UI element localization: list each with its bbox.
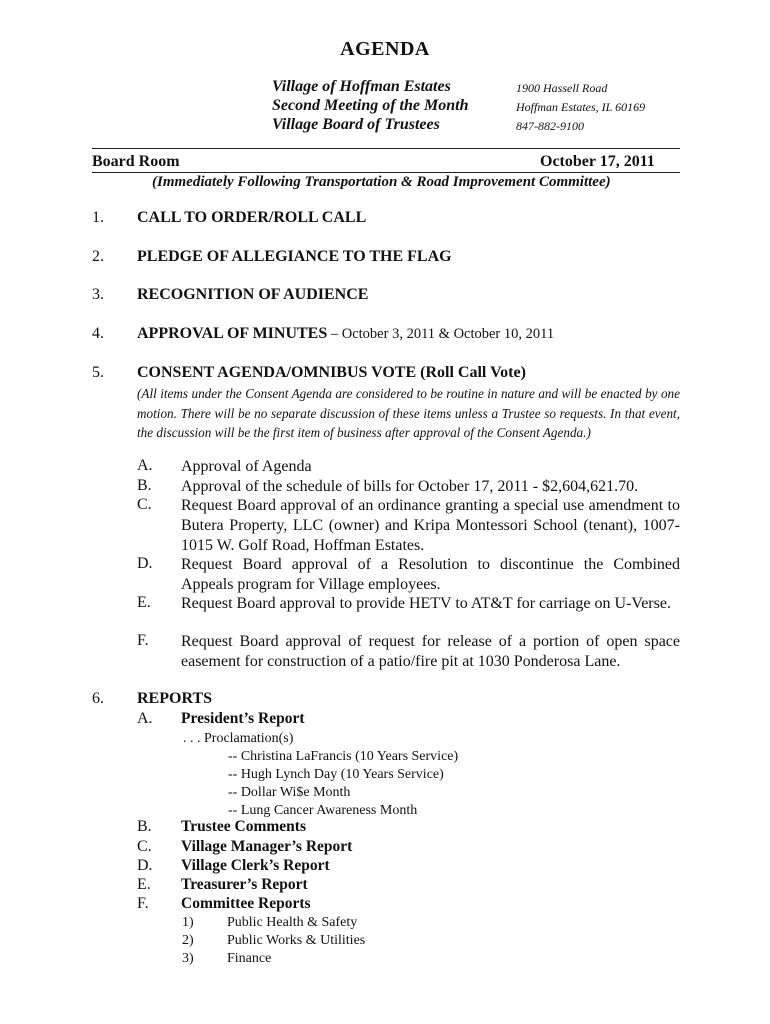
item-consent-agenda: CONSENT AGENDA/OMNIBUS VOTE (Roll Call Vote) [137,364,526,381]
consent-item-combined-appeals: Request Board approval of a Resolution to discontinue the Combined Appeals program for Village employees. [181,556,680,593]
report-letter: F. [137,895,149,912]
report-trustee-comments: Trustee Comments [181,818,306,835]
item-number: 3. [92,286,104,303]
proclamation-item: -- Hugh Lynch Day (10 Years Service) [228,767,444,782]
committee-finance: Finance [227,951,272,966]
report-treasurer: Treasurer’s Report [181,876,308,893]
proclamation-item: -- Christina LaFrancis (10 Years Service) [228,749,459,764]
agenda-title: AGENDA [340,38,430,60]
meeting-location: Board Room [92,153,180,170]
org-line-meeting: Second Meeting of the Month [272,97,469,114]
committee-number: 3) [182,951,194,966]
consent-item-bills: Approval of the schedule of bills for October 17, 2011 - $2,604,621.70. [181,478,639,495]
consent-letter: D. [137,555,153,572]
consent-letter: A. [137,457,153,474]
header-rule-bottom [92,172,680,173]
consent-letter: B. [137,477,152,494]
consent-letter: C. [137,496,152,513]
address-street: 1900 Hassell Road [516,81,608,95]
address-phone: 847-882-9100 [516,119,584,133]
proclamation-item: -- Lung Cancer Awareness Month [228,803,418,818]
item-reports: REPORTS [137,690,213,707]
meeting-subtitle: (Immediately Following Transportation & Road Improvement Committee) [152,174,611,190]
consent-letter: E. [137,594,151,611]
report-committee: Committee Reports [181,895,311,912]
consent-item-special-use: Request Board approval of an ordinance granting a special use amendment to Butera Property, LLC (owner) and Kripa Montessori School (tenant), 1007-1015 W. Golf Road, Hoffman Estates. [181,497,680,554]
report-village-manager: Village Manager’s Report [181,838,353,855]
header-rule-top [92,148,680,149]
consent-letter: F. [137,632,149,649]
committee-public-works: Public Works & Utilities [227,933,366,948]
report-letter: E. [137,876,151,893]
org-line-village: Village of Hoffman Estates [272,78,451,95]
meeting-date: October 17, 2011 [540,153,655,170]
item-approval-of-minutes [137,325,554,343]
item-number: 5. [92,364,104,381]
item-recognition: RECOGNITION OF AUDIENCE [137,286,369,303]
org-line-board: Village Board of Trustees [272,116,440,133]
item-number: 4. [92,325,104,342]
item-call-to-order: CALL TO ORDER/ROLL CALL [137,209,367,226]
report-village-clerk: Village Clerk’s Report [181,857,330,874]
item-pledge: PLEDGE OF ALLEGIANCE TO THE FLAG [137,248,452,265]
committee-number: 1) [182,915,194,930]
item-number: 6. [92,690,104,707]
consent-item-hetv: Request Board approval to provide HETV to AT&T for carriage on U-Verse. [181,595,671,612]
proclamations-label: . . . Proclamation(s) [183,731,294,746]
report-letter: D. [137,857,153,874]
report-letter: A. [137,710,153,727]
consent-item-approval-of-agenda: Approval of Agenda [181,458,312,475]
report-letter: B. [137,818,152,835]
committee-number: 2) [182,933,194,948]
item-approval-dates: – October 3, 2011 & October 10, 2011 [327,326,555,342]
committee-public-health: Public Health & Safety [227,915,358,930]
consent-note: (All items under the Consent Agenda are considered to be routine in nature and will be enacted by one motion. There will be no separate discussion of these items unless a Trustee so requests. In that event, the discussion will be the first item of business after approval of the Consent Agenda.) [137,386,680,441]
report-letter: C. [137,838,152,855]
item-number: 2. [92,248,104,265]
item-approval-label: APPROVAL OF MINUTES [137,325,328,342]
report-presidents: President’s Report [181,710,305,727]
item-number: 1. [92,209,104,226]
consent-item-easement: Request Board approval of request for release of a portion of open space easement for construction of a patio/fire pit at 1030 Ponderosa Lane. [181,633,680,670]
address-city: Hoffman Estates, IL 60169 [516,100,646,114]
proclamation-item: -- Dollar Wi$e Month [228,785,351,800]
